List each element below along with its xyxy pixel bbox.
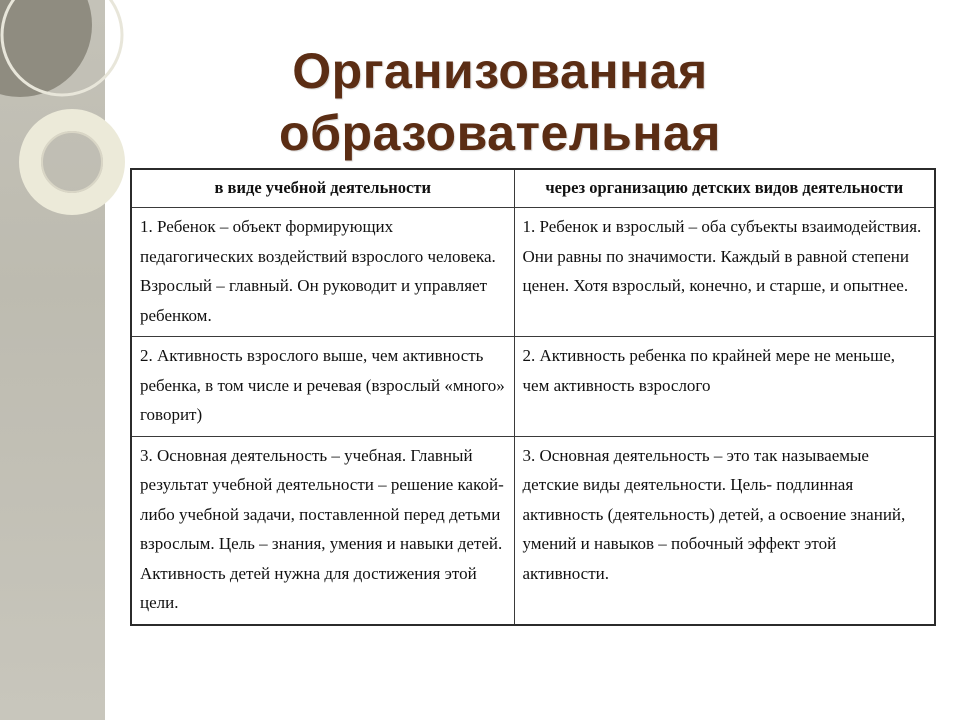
header-cell-children-activities: через организацию детских видов деятельности [514, 169, 935, 208]
table-row [131, 337, 935, 437]
comparison-table [130, 168, 936, 626]
table-header-row [131, 169, 935, 208]
title-line-2: образовательная [279, 105, 721, 161]
table-row [131, 436, 935, 625]
table-cell: 2. Активность взрослого выше, чем активность ребенка, в том числе и речевая (взрослый «много» говорит) [131, 337, 514, 437]
inner-ring-shadow [42, 132, 102, 192]
dark-circle-shape [0, 0, 92, 97]
table-cell: 2. Активность ребенка по крайней мере не меньше, чем активность взрослого [514, 337, 935, 437]
table-cell: 1. Ребенок и взрослый – оба субъекты взаимодействия. Они равны по значимости. Каждый в равной степени ценен. Хотя взрослый, конечно, и старше, и опытнее. [514, 208, 935, 337]
decorative-circles [0, 0, 130, 240]
slide-title [190, 40, 810, 164]
title-line-1: Организованная [292, 43, 708, 99]
table-row [131, 208, 935, 337]
header-cell-learning-activity: в виде учебной деятельности [131, 169, 514, 208]
table-cell: 3. Основная деятельность – учебная. Главный результат учебной деятельности – решение какой-либо учебной задачи, поставленной перед детьми взрослым. Цель – знания, умения и навыки детей. Активность детей нужна для достижения этой цели. [131, 436, 514, 625]
table-cell: 1. Ребенок – объект формирующих педагогических воздействий взрослого человека. Взрослый – главный. Он руководит и управляет ребенком. [131, 208, 514, 337]
table-cell: 3. Основная деятельность – это так называемые детские виды деятельности. Цель- подлинная активность (деятельность) детей, а освоение знаний, умений и навыков – побочный эффект этой активности. [514, 436, 935, 625]
